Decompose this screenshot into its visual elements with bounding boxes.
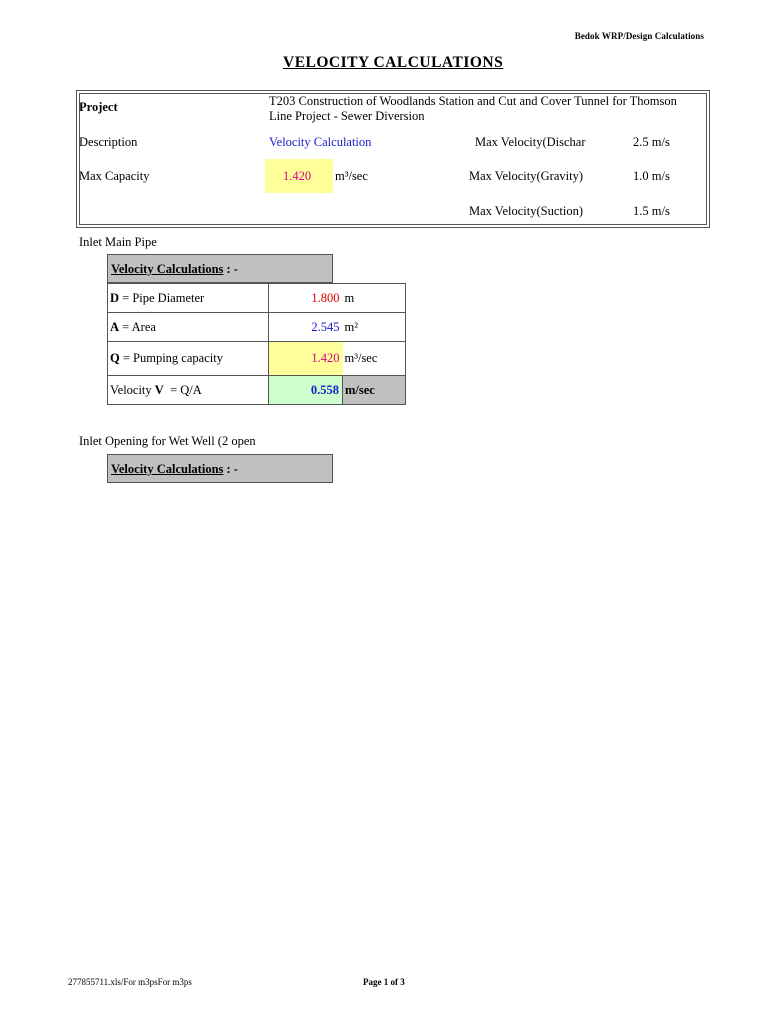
inlet-main-pipe-label: Inlet Main Pipe — [79, 235, 157, 249]
footer-page-number: Page 1 of 3 — [363, 977, 405, 987]
velocity-prefix: Velocity — [110, 382, 155, 397]
diameter-unit: m — [343, 284, 406, 313]
footer-file-reference: 277855711.xls/For m3psFor m3ps — [68, 977, 192, 987]
calc-header-suffix: : - — [223, 462, 238, 476]
diameter-symbol: D — [110, 290, 120, 305]
diameter-desc: = Pipe Diameter — [119, 290, 205, 305]
pumping-label-cell — [108, 342, 269, 376]
inlet-main-pipe-calc-header — [107, 254, 333, 283]
max-velocity-discharge-label: Max Velocity(Dischar — [475, 135, 586, 149]
project-value: T203 Construction of Woodlands Station and Cut and Cover Tunnel for Thomson Line Project - Sewer Diversion — [269, 94, 677, 123]
velocity-symbol: V — [154, 382, 164, 397]
velocity-label-cell — [108, 376, 269, 405]
max-capacity-value[interactable]: 1.420 — [283, 169, 312, 183]
velocity-value[interactable]: 0.558 — [269, 376, 343, 405]
area-unit: m² — [343, 313, 406, 342]
project-label: Project — [79, 100, 118, 114]
pumping-symbol: Q — [110, 351, 120, 365]
area-label-cell — [108, 313, 269, 342]
max-capacity-label: Max Capacity — [79, 169, 150, 183]
description-value[interactable]: Velocity Calculation — [269, 135, 372, 149]
max-velocity-gravity-value: 1.0 m/s — [633, 169, 670, 183]
table-row-area — [108, 313, 406, 342]
velocity-desc: = Q/A — [163, 382, 202, 397]
max-velocity-gravity-label: Max Velocity(Gravity) — [469, 169, 583, 183]
area-value[interactable]: 2.545 — [269, 313, 343, 342]
calc-header-title: Velocity Calculations — [111, 462, 224, 476]
pumping-value[interactable]: 1.420 — [269, 342, 343, 376]
inlet-main-pipe-calc-table — [107, 283, 406, 405]
pumping-desc: = Pumping capacity — [119, 351, 223, 365]
area-desc: = Area — [119, 319, 156, 334]
description-label: Description — [79, 135, 138, 149]
velocity-unit: m/sec — [343, 376, 406, 405]
inlet-opening-calc-header — [107, 454, 333, 483]
calc-header-title: Velocity Calculations — [111, 262, 224, 276]
max-velocity-discharge-value: 2.5 m/s — [633, 135, 670, 149]
max-velocity-suction-value: 1.5 m/s — [633, 204, 670, 218]
table-row-velocity — [108, 376, 406, 405]
diameter-label-cell — [108, 284, 269, 313]
inlet-opening-label: Inlet Opening for Wet Well (2 open — [79, 434, 256, 448]
calc-header-suffix: : - — [223, 262, 238, 276]
diameter-value[interactable]: 1.800 — [269, 284, 343, 313]
table-row-pumping — [108, 342, 406, 376]
table-row-diameter — [108, 284, 406, 313]
pumping-unit: m³/sec — [343, 342, 406, 376]
max-capacity-unit: m³/sec — [335, 169, 368, 183]
max-velocity-suction-label: Max Velocity(Suction) — [469, 204, 583, 218]
area-symbol: A — [110, 319, 120, 334]
document-reference: Bedok WRP/Design Calculations — [574, 31, 704, 41]
page-title: VELOCITY CALCULATIONS — [283, 54, 504, 71]
